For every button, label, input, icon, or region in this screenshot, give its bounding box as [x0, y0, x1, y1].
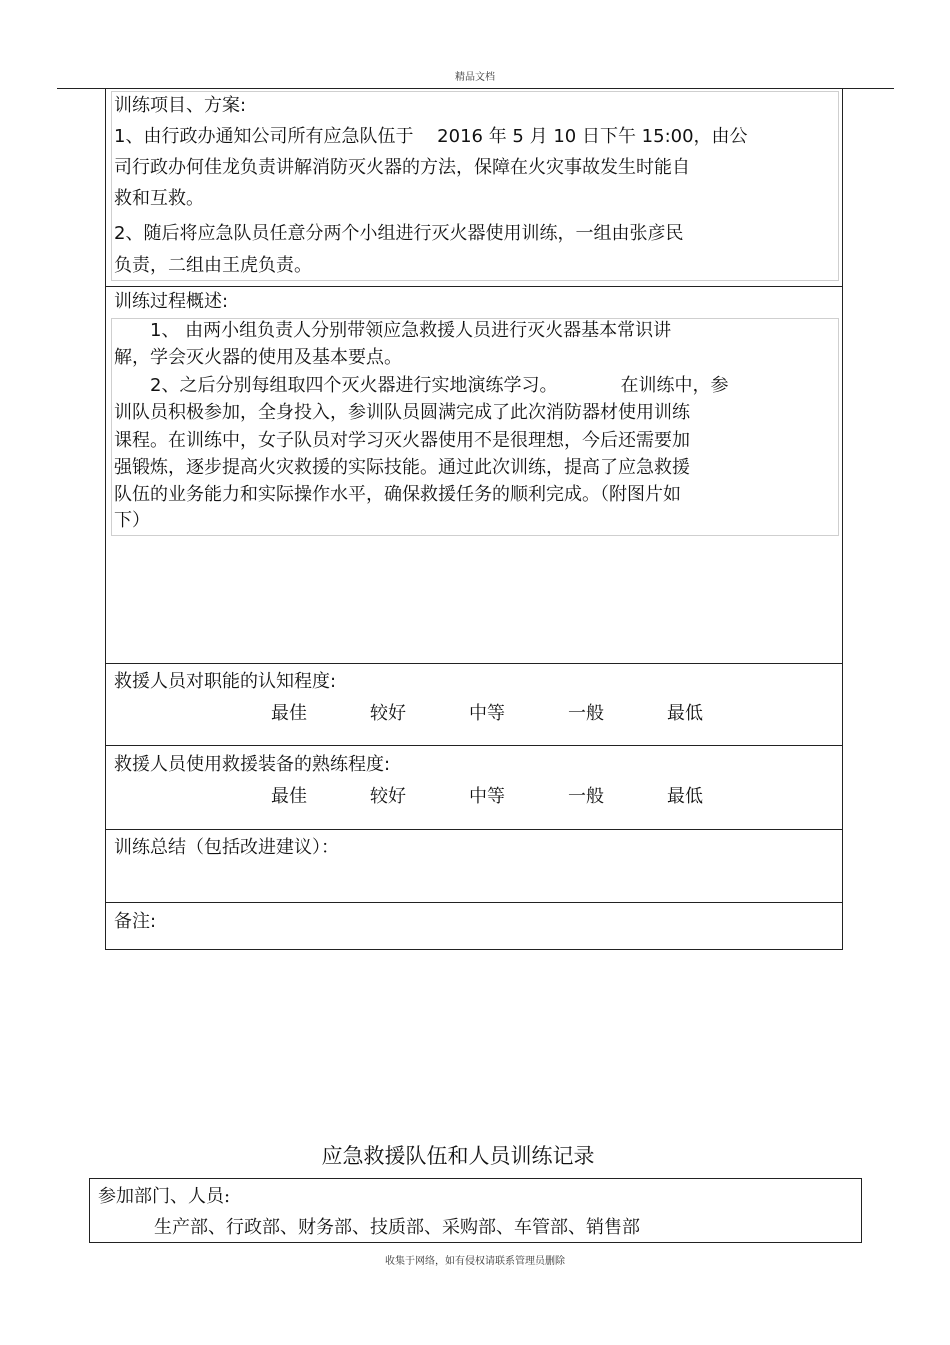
- plan-line: 负责，二组由王虎负责。: [114, 255, 312, 276]
- cognition-option[interactable]: 较好: [370, 703, 406, 724]
- proficiency-option[interactable]: 较好: [370, 786, 406, 807]
- plan-line: 2、随后将应急队员任意分两个小组进行灭火器使用训练，一组由张彦民: [114, 223, 684, 244]
- process-line: 1、 由两小组负责人分别带领应急救援人员进行灭火器基本常识讲: [114, 320, 672, 341]
- process-line: 解，学会灭火器的使用及基本要点。: [114, 347, 402, 368]
- remarks-section: [106, 903, 842, 950]
- summary-label: 训练总结（包括改进建议）：: [114, 837, 339, 858]
- participants-departments: 生产部、行政部、财务部、技质部、采购部、车管部、销售部: [154, 1217, 640, 1238]
- process-line: 下）: [114, 510, 150, 531]
- plan-line: 1、由行政办通知公司所有应急队伍于 2016 年 5 月 10 日下午 15:00，由公: [114, 126, 748, 147]
- proficiency-section: [106, 746, 842, 830]
- process-line: 队伍的业务能力和实际操作水平，确保救援任务的顺利完成。（附图片如: [114, 484, 681, 505]
- process-line: 2、之后分别每组取四个灭火器进行实地演练学习。 在训练中，参: [114, 375, 729, 396]
- cognition-section: [106, 664, 842, 746]
- record-title: 应急救援队伍和人员训练记录: [321, 1144, 595, 1168]
- plan-text-frame: [111, 91, 839, 281]
- process-line: 强锻炼，逐步提高火灾救援的实际技能。通过此次训练，提高了应急救援: [114, 457, 690, 478]
- page-footer: 收集于网络，如有侵权请联系管理员删除: [385, 1256, 565, 1267]
- proficiency-option[interactable]: 最佳: [271, 786, 307, 807]
- cognition-option[interactable]: 最低: [667, 703, 703, 724]
- page-header: 精品文档: [455, 72, 495, 83]
- plan-label: 训练项目、方案:: [114, 95, 247, 116]
- cognition-option[interactable]: 一般: [568, 703, 604, 724]
- process-line: 训队员积极参加，全身投入，参训队员圆满完成了此次消防器材使用训练: [114, 402, 690, 423]
- remarks-label: 备注:: [114, 911, 157, 932]
- proficiency-option[interactable]: 中等: [469, 786, 505, 807]
- cognition-label: 救援人员对职能的认知程度:: [114, 671, 337, 692]
- process-label: 训练过程概述:: [114, 291, 229, 312]
- summary-section: [106, 830, 842, 903]
- proficiency-option[interactable]: 一般: [568, 786, 604, 807]
- participants-label: 参加部门、人员:: [98, 1186, 231, 1207]
- participants-table: [89, 1178, 862, 1243]
- proficiency-label: 救援人员使用救援装备的熟练程度:: [114, 754, 391, 775]
- process-line: 课程。在训练中，女子队员对学习灭火器使用不是很理想，今后还需要加: [114, 430, 690, 451]
- proficiency-option[interactable]: 最低: [667, 786, 703, 807]
- cognition-option[interactable]: 最佳: [271, 703, 307, 724]
- plan-line: 救和互救。: [114, 188, 204, 209]
- cognition-option[interactable]: 中等: [469, 703, 505, 724]
- plan-line: 司行政办何佳龙负责讲解消防灭火器的方法，保障在火灾事故发生时能自: [114, 157, 690, 178]
- process-text-frame: [111, 318, 839, 536]
